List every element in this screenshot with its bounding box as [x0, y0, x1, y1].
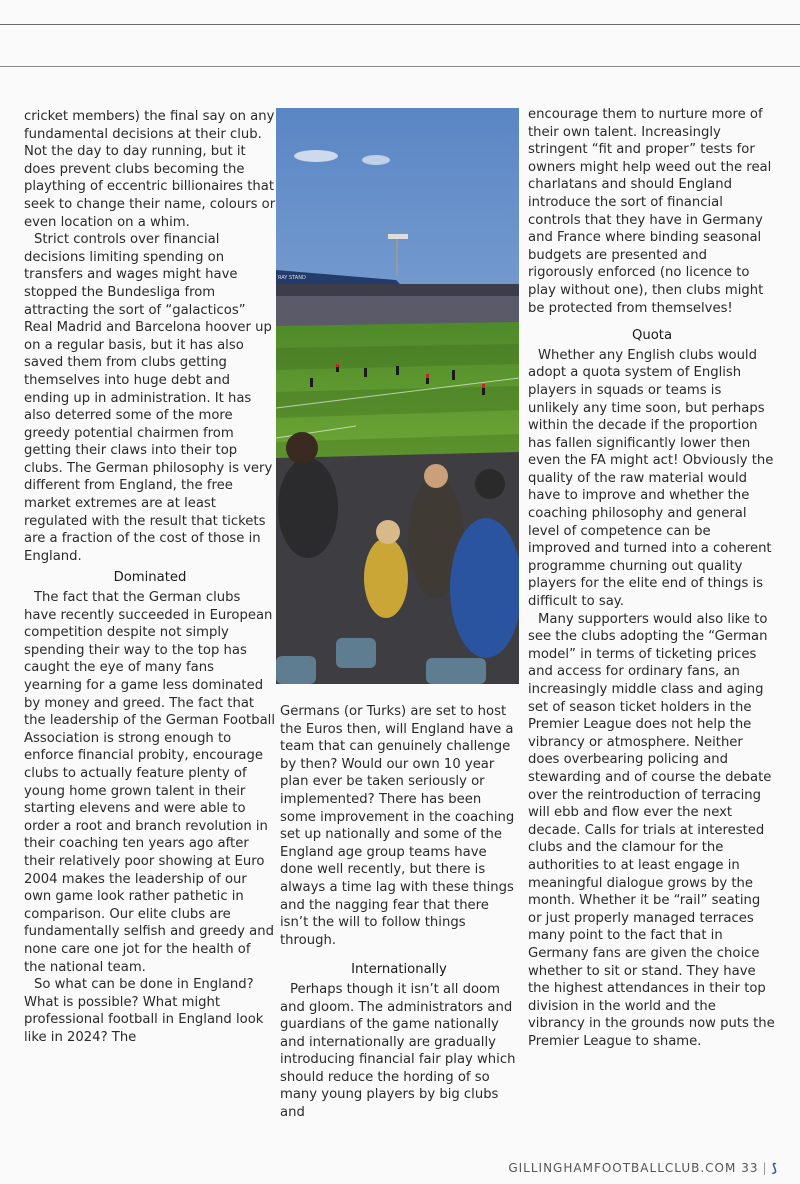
- paragraph: Germans (or Turks) are set to host the Euros then, will England have a team that can genuinely challenge by then? Would our own 10 year plan ever be taken seriously or implemented? There has been some improvement in the coaching set up nationally and some of the England age group teams have done well recently, but there is always a time lag with these things and the nagging fear that there isn’t the will to follow things through.: [280, 704, 515, 948]
- article-column-2: [280, 703, 518, 1122]
- footer-website: GILLINGHAMFOOTBALLCLUB.COM: [508, 1161, 737, 1175]
- page-footer: [508, 1161, 778, 1175]
- paragraph: Perhaps though it isn’t all doom and gloom. The administrators and guardians of the game nationally and internationally are gradually introducing financial fair play which should reduce the hording of so many young players by big clubs and: [280, 981, 516, 1121]
- paragraph: Whether any English clubs would adopt a quota system of English players in squads or teams is unlikely any time soon, but perhaps within the decade if the proportion has fallen significantly lower then even the FA might act! Obviously the quality of the raw material would have to improve and whether the coaching philosophy and general level of competence can be improved and turned into a coherent programme churning out quality players for the elite end of things is difficult to say.: [528, 347, 774, 610]
- page-number: 33: [741, 1161, 759, 1175]
- section-heading-dominated: Dominated: [113, 570, 187, 586]
- paragraph: cricket members) the final say on any fundamental decisions at their club. Not the day to day running, but it does prevent clubs becoming the plaything of eccentric billionaires that seek to change their name, colours or even location on a whim.: [24, 109, 276, 230]
- header-rule: [0, 66, 800, 67]
- stadium-photo-illustration: [276, 108, 519, 684]
- paragraph: So what can be done in England? What is possible? What might professional football in England look like in 2024? The: [24, 977, 264, 1045]
- paragraph: encourage them to nurture more of their own talent. Increasingly stringent “fit and proper” tests for owners might help weed out the real charlatans and should England introduce the sort of financial controls that they have in Germany and France where binding seasonal budgets are presented and rigorously enforced (no licence to play without one), then clubs might be protected from themselves!: [528, 107, 772, 316]
- stadium-photo: [276, 108, 519, 684]
- club-logo-icon: ⟆: [771, 1161, 778, 1175]
- footer-divider: |: [762, 1161, 768, 1175]
- paragraph: Many supporters would also like to see the clubs adopting the “German model” in terms of ticketing prices and access for ordinary fans, an increasingly middle class and aging set of season ticket holders in the Premier League does not help the vibrancy or atmosphere. Neither does overbearing policing and stewarding and of course the debate over the reintroduction of terracing will ebb and flow ever the next decade. Calls for trials at interested clubs and the clamour for the authorities to at least engage in meaningful dialogue grows by the month. Whether it be “rail” seating or just properly managed terraces many point to the fact that in Germany fans are given the choice whether to sit or stand. They have the highest attendances in their top division in the world and the vibrancy in the grounds now puts the Premier League to shame.: [528, 611, 775, 1049]
- article-column-1: [24, 108, 276, 1046]
- section-heading-internationally: Internationally: [351, 962, 447, 978]
- top-rule: [0, 24, 800, 25]
- paragraph: The fact that the German clubs have recently succeeded in European competition despite not simply spending their way to the top has caught the eye of many fans yearning for a game less dominated by money and greed. The fact that the leadership of the German Football Association is strong enough to enforce financial probity, encourage clubs to actually feature plenty of young home grown talent in their starting elevens and were able to order a root and branch revolution in their coaching ten years ago after their relatively poor showing at Euro 2004 makes the leadership of our own game look rather pathetic in comparison. Our elite clubs are fundamentally selfish and greedy and none care one jot for the health of the national team.: [24, 590, 275, 975]
- stand-sign: RAY STAND: [278, 275, 306, 281]
- section-heading-quota: Quota: [631, 328, 673, 344]
- paragraph: Strict controls over financial decisions limiting spending on transfers and wages might have stopped the Bundesliga from attracting the sort of “galacticos” Real Madrid and Barcelona hoover up on a regular basis, but it has also saved them from clubs getting themselves into huge debt and ending up in administration. It has also deterred some of the more greedy potential chairmen from getting their claws into their top clubs. The German philosophy is very different from England, the free market extremes are at least regulated with the result that tickets are a fraction of the cost of those in England.: [24, 232, 273, 564]
- article-column-3: [528, 106, 776, 1050]
